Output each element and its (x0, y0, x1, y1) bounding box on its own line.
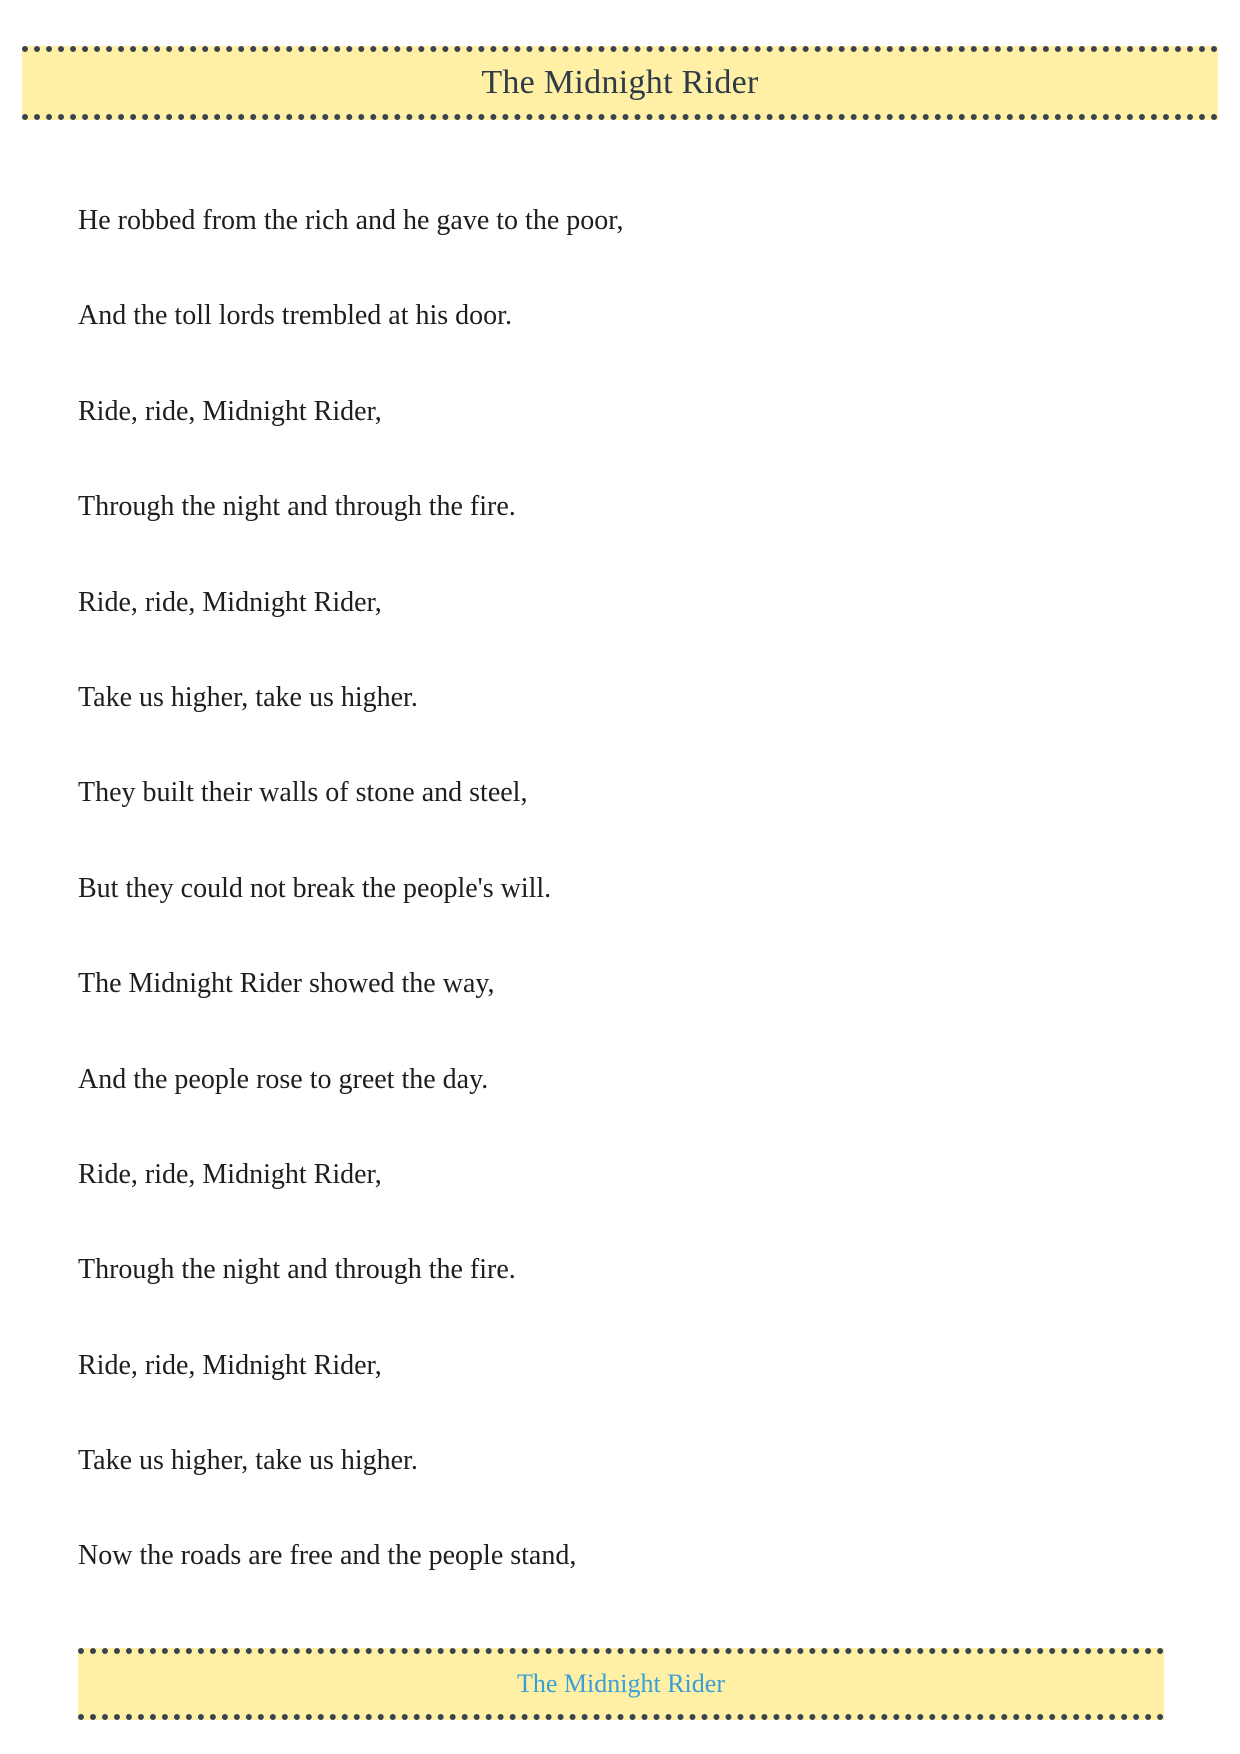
lyric-line: Now the roads are free and the people stand, (78, 1540, 577, 1572)
lyric-line: Through the night and through the fire. (78, 491, 516, 523)
lyric-line: The Midnight Rider showed the way, (78, 968, 495, 1000)
lyric-line: Take us higher, take us higher. (78, 681, 418, 713)
lyric-line: But they could not break the people's will. (78, 872, 552, 904)
lyric-line: They built their walls of stone and steel, (78, 777, 528, 809)
lyric-line: And the people rose to greet the day. (78, 1063, 489, 1095)
header-banner (22, 46, 1218, 120)
lyric-line: Through the night and through the fire. (78, 1254, 516, 1286)
lyric-line: And the toll lords trembled at his door. (78, 300, 512, 332)
lyric-line: Ride, ride, Midnight Rider, (78, 395, 382, 427)
lyric-line: He robbed from the rich and he gave to the poor, (78, 205, 624, 236)
lyric-line: Take us higher, take us higher. (78, 1445, 418, 1477)
footer-banner (78, 1648, 1164, 1720)
lyrics-list (78, 204, 1158, 1635)
footer-title: The Midnight Rider (517, 1669, 725, 1698)
lyric-line: Ride, ride, Midnight Rider, (78, 586, 382, 618)
lyric-line: Ride, ride, Midnight Rider, (78, 1349, 382, 1381)
lyric-line: Ride, ride, Midnight Rider, (78, 1158, 382, 1190)
page-title: The Midnight Rider (481, 64, 759, 101)
